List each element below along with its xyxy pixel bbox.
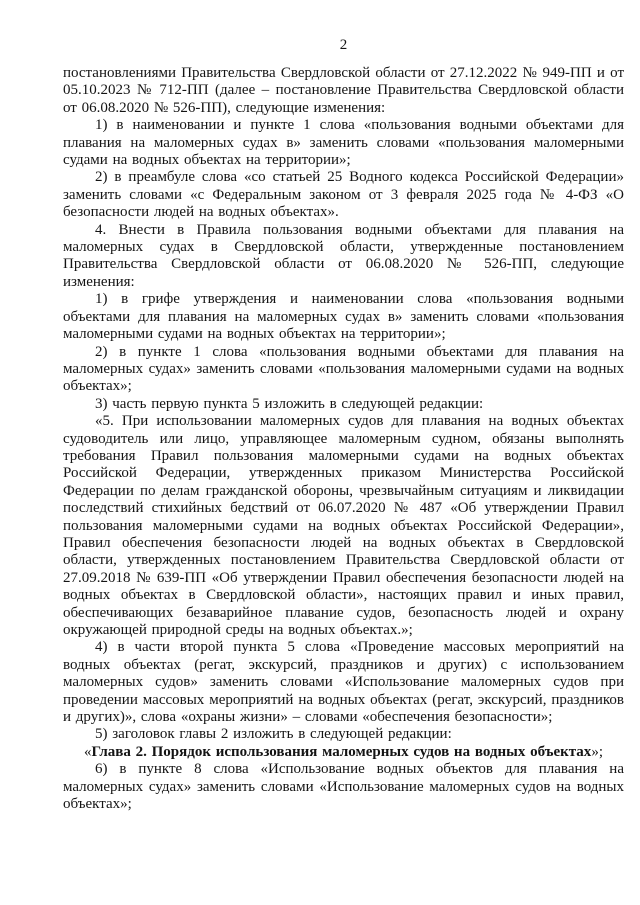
paragraph-item-2: 2) в преамбуле слова «со статьей 25 Водного кодекса Российской Федерации» заменить словами «с Федеральным законом от 3 февраля 2025 года № 4-ФЗ «О безопасности людей на водных объектах».: [63, 169, 624, 221]
paragraph-subitem-5: 5) заголовок главы 2 изложить в следующей редакции:: [95, 726, 452, 743]
chapter-heading: [63, 744, 624, 761]
paragraph-subitem-4: 4) в части второй пункта 5 слова «Проведение массовых мероприятий на водных объектах (регат, экскурсий, праздников и других) с использованием маломерных судов» заменить словами «Использование маломерных судов при проведении массовых мероприятий на водных объектах (регат, экскурсий, праздников и других)», слова «охраны жизни» – словами «обеспечения безопасности»;: [63, 639, 624, 726]
document-body: [63, 65, 624, 813]
paragraph-subitem-2: 2) в пункте 1 слова «пользования водными объектами для плавания на маломерных судах» заменить словами «пользования маломерными судами на водных объектах»;: [63, 343, 624, 395]
chapter-heading-text: Глава 2. Порядок использования маломерных судов на водных объектах: [91, 743, 592, 760]
paragraph-point-4: 4. Внести в Правила пользования водными объектами для плавания на маломерных судах в Свердловской области, утвержденные постановлением Правительства Свердловской области от 06.08.2020 № 526-ПП, следующие изменения:: [63, 221, 624, 290]
paragraph-subitem-6: 6) в пункте 8 слова «Использование водных объектов для плавания на маломерных судах» заменить словами «Использование маломерных судов на водных объектах»;: [63, 761, 624, 813]
paragraph-subitem-3: 3) часть первую пункта 5 изложить в следующей редакции:: [95, 395, 484, 412]
paragraph-continuation: постановлениями Правительства Свердловской области от 27.12.2022 № 949-ПП и от 05.10.2023 № 712-ПП (далее – постановление Правительства Свердловской области от 06.08.2020 № 526-ПП), следующие изменения:: [63, 65, 624, 116]
paragraph-subitem-1: 1) в грифе утверждения и наименовании слова «пользования водными объектами для плавания на маломерных судах в» заменить словами «пользования маломерными судами на водных объектах на территории»;: [63, 291, 624, 343]
chapter-heading-close-quote: »;: [591, 743, 603, 760]
chapter-heading-open-quote: «: [84, 743, 92, 760]
paragraph-new-wording-5: «5. При использовании маломерных судов для плавания на водных объектах судоводитель или лицо, управляющее маломерным судном, обязаны выполнять требования Правил пользования маломерными судами на водных объектах Российской Федерации, утвержденных приказом Министерства Российской Федерации по делам гражданской обороны, чрезвычайным ситуациям и ликвидации последствий стихийных бедствий от 06.07.2020 № 487 «Об утверждении Правил пользования маломерными судами на водных объектах Российской Федерации», Правил обеспечения безопасности людей на водных объектах в Свердловской области, утвержденных постановлением Правительства Свердловской области от 27.09.2018 № 639-ПП «Об утверждении Правил обеспечения безопасности людей на водных объектах в Свердловской области», настоящих правил и иных правил, обеспечивающих безаварийное плавание судов, безопасность людей и охрану окружающей природной среды на водных объектах.»;: [63, 413, 624, 638]
paragraph-item-1: 1) в наименовании и пункте 1 слова «пользования водными объектами для плавания на маломерных судах в» заменить словами «пользования маломерными судами на водных объектах на территории»;: [63, 117, 624, 169]
page-number: 2: [339, 37, 348, 53]
